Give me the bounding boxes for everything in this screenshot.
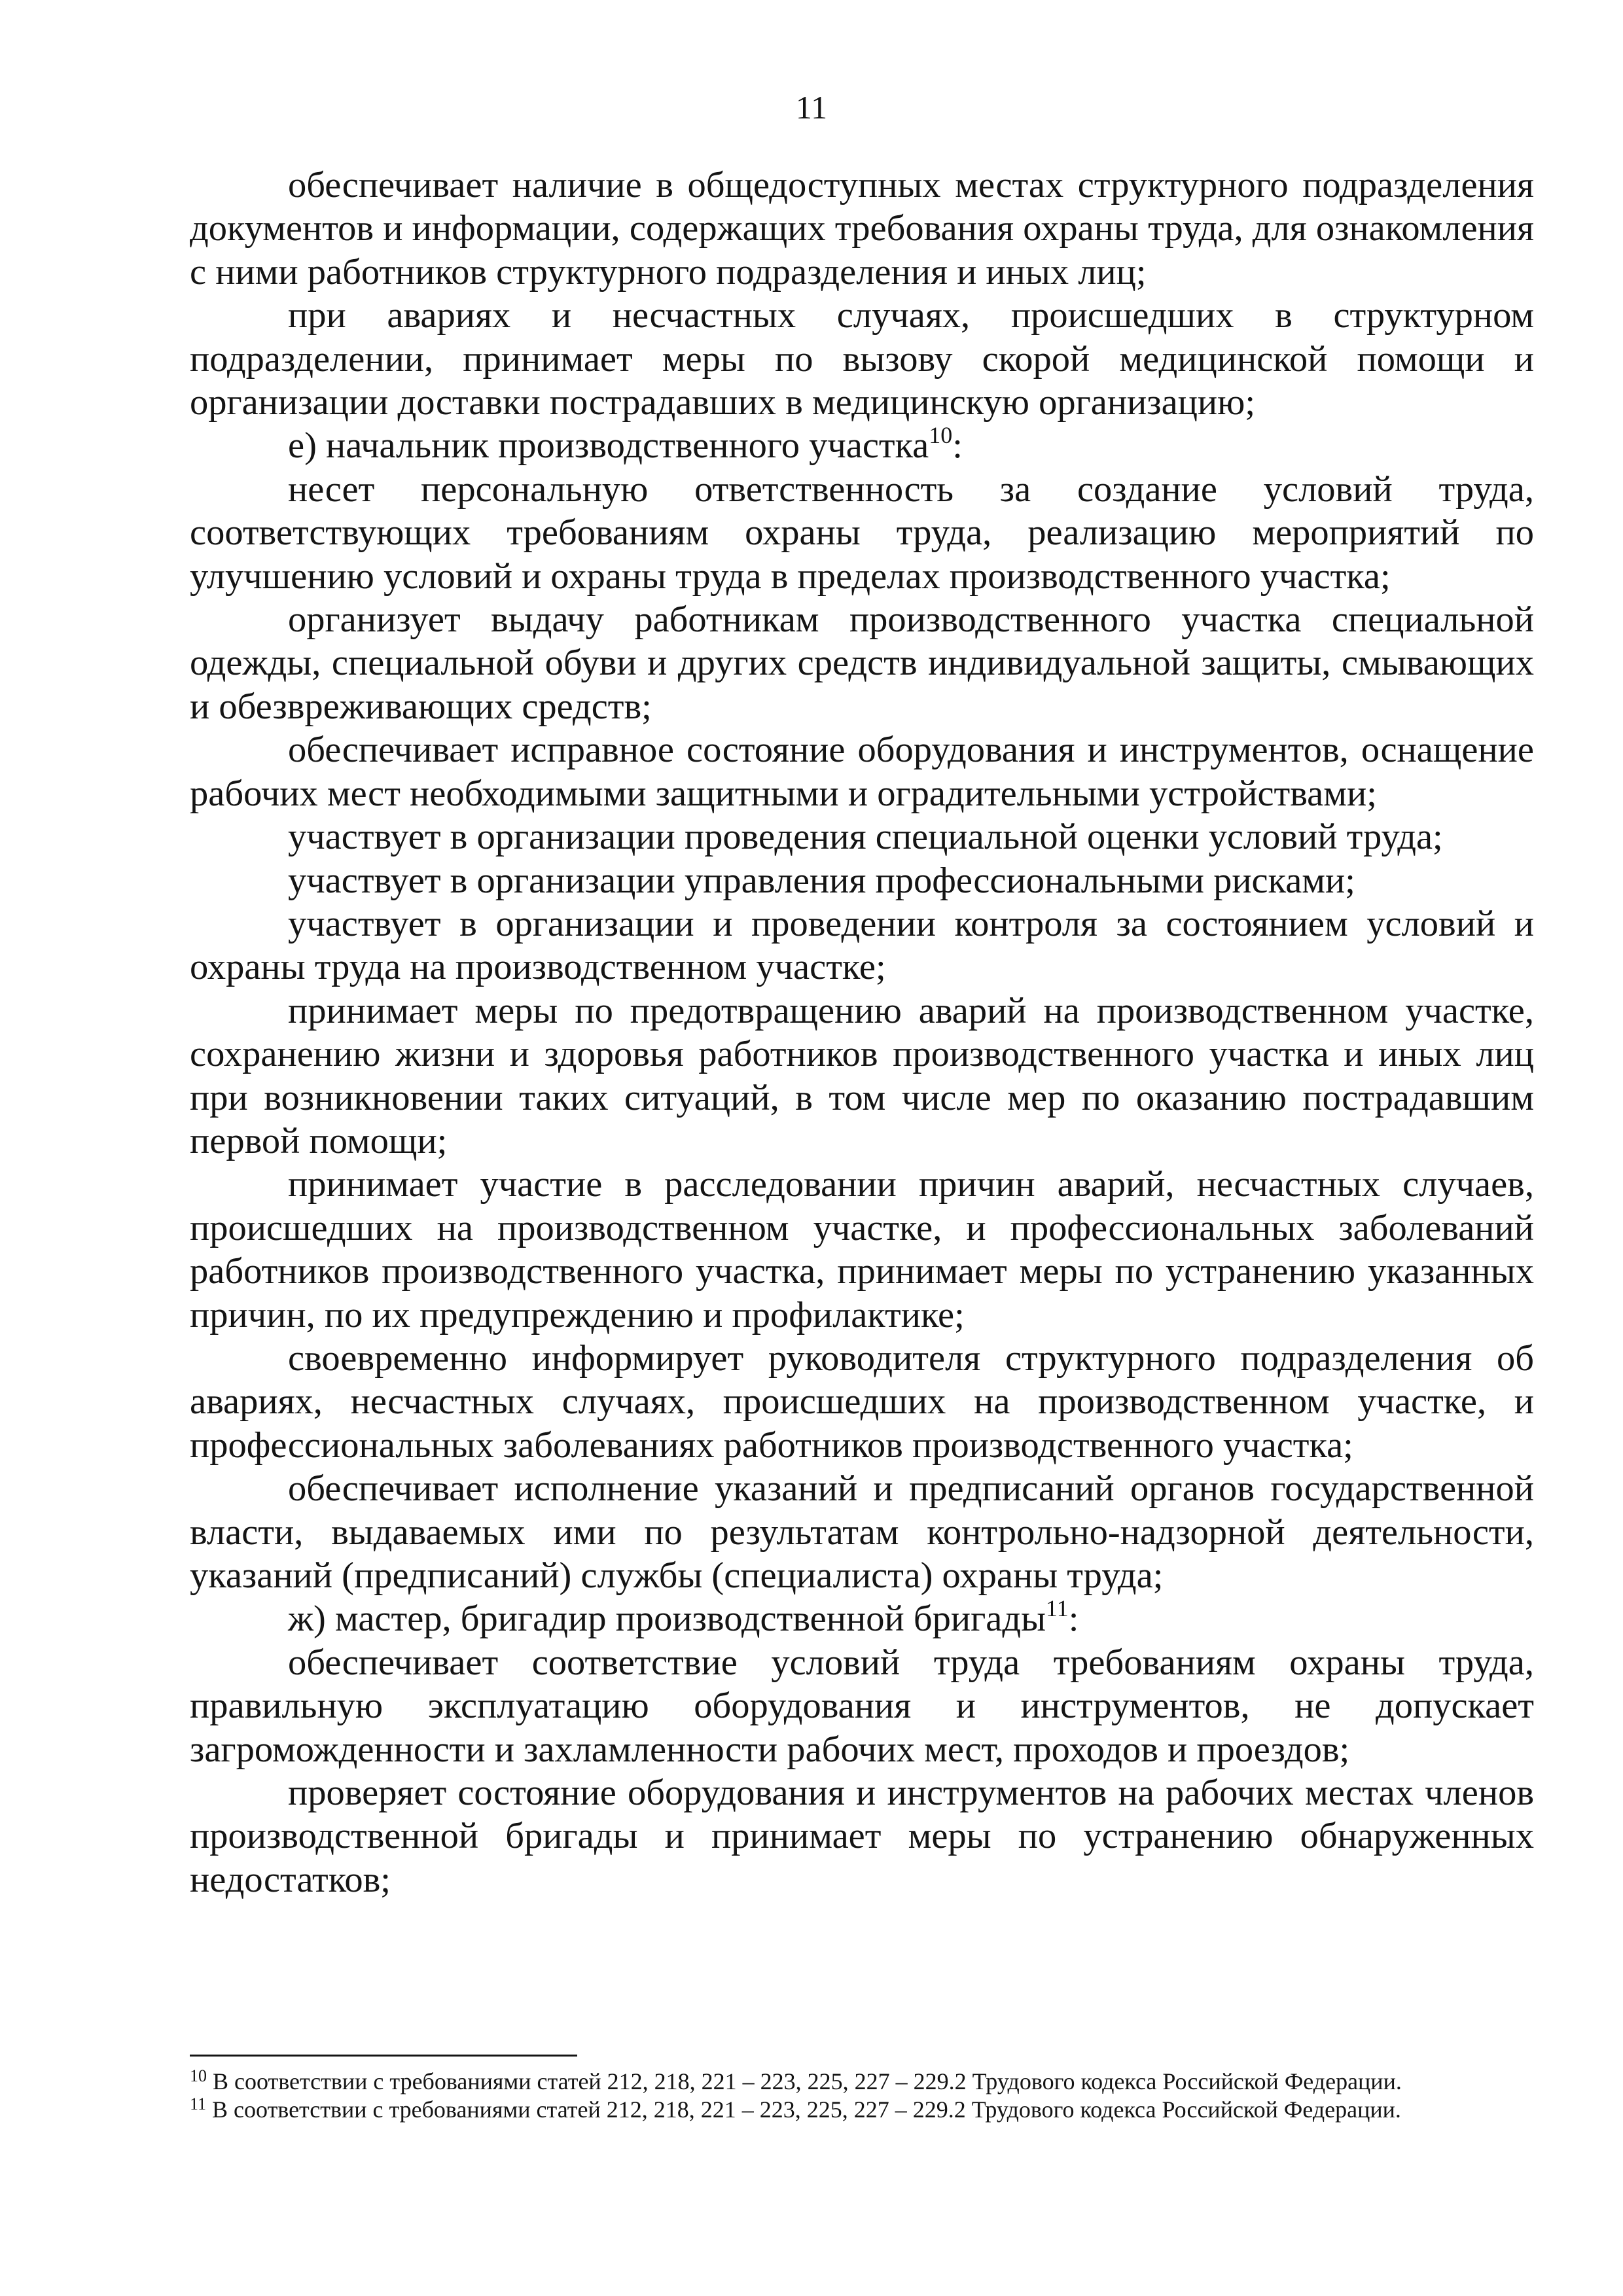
paragraph-text: своевременно информирует руководителя структурного подразделения об авариях, несчастных случаях, происшедших на производственном участке, и профессиональных заболеваниях работников производственного участка;: [190, 1337, 1534, 1466]
paragraph: [190, 1467, 1534, 1597]
footnote: [190, 2068, 1534, 2096]
paragraph: [190, 815, 1534, 858]
heading-colon: :: [952, 425, 963, 467]
paragraph-text: принимает участие в расследовании причин аварий, несчастных случаев, происшедших на производственном участке, и профессиональных заболеваний работников производственного участка, принимает меры по устранению указанных причин, по их предупреждению и профилактике;: [190, 1164, 1534, 1335]
footnote-text: В соответствии с требованиями статей 212, 218, 221 – 223, 225, 227 – 229.2 Трудового кодекса Российской Федерации.: [213, 2068, 1402, 2094]
paragraph-text: проверяет состояние оборудования и инструментов на рабочих местах членов производственной бригады и принимает меры по устранению обнаруженных недостатков;: [190, 1773, 1534, 1900]
footnote-divider: [190, 2055, 577, 2057]
paragraph: [190, 728, 1534, 815]
paragraph-text: организует выдачу работникам производственного участка специальной одежды, специальной обуви и других средств индивидуальной защиты, смывающих и обезвреживающих средств;: [190, 599, 1534, 727]
paragraph: [190, 598, 1534, 728]
paragraph: [190, 859, 1534, 902]
paragraph: [190, 294, 1534, 424]
document-body: [190, 164, 1534, 1901]
paragraph: [190, 1771, 1534, 1901]
paragraph-text: е) начальник производственного участка: [288, 425, 929, 467]
footnote-mark: 10: [190, 2066, 207, 2085]
paragraph-text: участвует в организации управления профессиональными рисками;: [288, 860, 1355, 901]
footnote-text: В соответствии с требованиями статей 212, 218, 221 – 223, 225, 227 – 229.2 Трудового кодекса Российской Федерации.: [212, 2096, 1401, 2123]
paragraph: [190, 1163, 1534, 1337]
paragraph-text: несет персональную ответственность за создание условий труда, соответствующих требованиям охраны труда, реализацию мероприятий по улучшению условий и охраны труда в пределах производственного участка;: [190, 468, 1534, 597]
heading-colon: :: [1068, 1598, 1079, 1640]
paragraph-text: обеспечивает наличие в общедоступных местах структурного подразделения документов и информации, содержащих требования охраны труда, для ознакомления с ними работников структурного подразделения и иных лиц;: [190, 165, 1534, 292]
footnote-ref: 10: [929, 422, 953, 449]
paragraph-text: обеспечивает соответствие условий труда требованиям охраны труда, правильную эксплуатацию оборудования и инструментов, не допускает загроможденности и захламленности рабочих мест, проходов и проездов;: [190, 1642, 1534, 1770]
page-number: 11: [795, 89, 828, 126]
paragraph-text: при авариях и несчастных случаях, происшедших в структурном подразделении, принимает меры по вызову скорой медицинской помощи и организации доставки пострадавших в медицинскую организацию;: [190, 295, 1534, 423]
paragraph-text: ж) мастер, бригадир производственной бригады: [288, 1598, 1046, 1640]
footnote-mark: 11: [190, 2094, 207, 2113]
paragraph-text: обеспечивает исполнение указаний и предписаний органов государственной власти, выдаваемых ими по результатам контрольно-надзорной деятельности, указаний (предписаний) службы (специалиста) охраны труда;: [190, 1468, 1534, 1596]
footnote: [190, 2096, 1534, 2124]
paragraph: [190, 989, 1534, 1163]
paragraph-text: участвует в организации проведения специальной оценки условий труда;: [288, 817, 1443, 858]
paragraph-text: обеспечивает исправное состояние оборудования и инструментов, оснащение рабочих мест необходимыми защитными и оградительными устройствами;: [190, 730, 1534, 814]
paragraph-text: принимает меры по предотвращению аварий на производственном участке, сохранению жизни и здоровья работников производственного участка и иных лиц при возникновении таких ситуаций, в том числе мер по оказанию пострадавшим первой помощи;: [190, 990, 1534, 1161]
footnotes: [190, 2068, 1534, 2124]
paragraph: [190, 902, 1534, 989]
paragraph-text: участвует в организации и проведении контроля за состоянием условий и охраны труда на производственном участке;: [190, 903, 1534, 988]
paragraph: [190, 1337, 1534, 1467]
paragraph: [190, 468, 1534, 598]
paragraph: [190, 164, 1534, 294]
section-heading-e: [190, 424, 1534, 467]
paragraph: [190, 1641, 1534, 1771]
footnote-ref: 11: [1046, 1595, 1069, 1622]
section-heading-zh: [190, 1597, 1534, 1640]
